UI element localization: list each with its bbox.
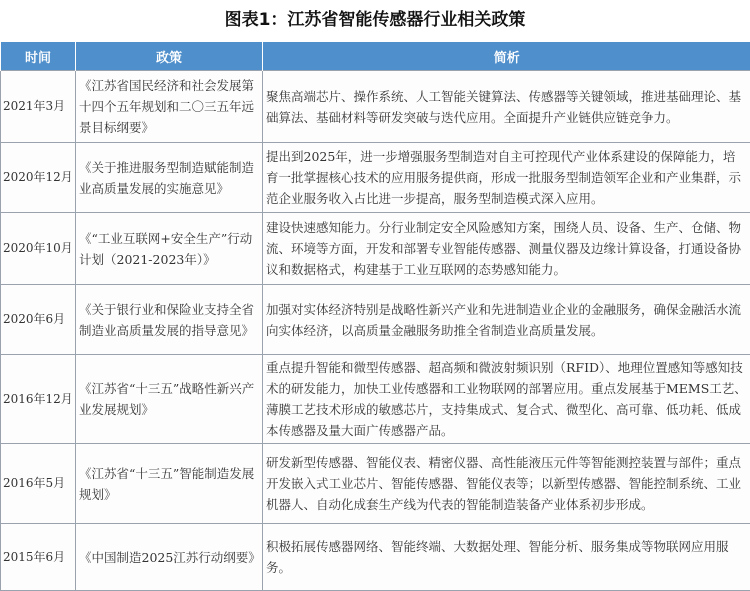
summary-cell: 提出到2025年，进一步增强服务型制造对自主可控现代产业体系建设的保障能力，培育一批掌握核心技术的应用服务提供商，形成一批服务型制造领军企业和产业集群，示范企业服务收入占比进一步提高，服务型制造模式深入应用。 xyxy=(263,143,750,213)
policy-cell: 《“工业互联网+安全生产”行动计划（2021-2023年）》 xyxy=(76,213,263,285)
summary-cell: 建设快速感知能力。分行业制定安全风险感知方案，围绕人员、设备、生产、仓储、物流、环境等方面，开发和部署专业智能传感器、测量仪器及边缘计算设备，打通设备协议和数据格式，构建基于工业互联网的态势感知能力。 xyxy=(263,213,750,285)
summary-cell: 加强对实体经济特别是战略性新兴产业和先进制造业企业的金融服务，确保金融活水流向实体经济，以高质量金融服务助推全省制造业高质量发展。 xyxy=(263,285,750,355)
time-cell: 2016年12月 xyxy=(1,355,76,444)
policy-cell: 《江苏省“十三五”智能制造发展规划》 xyxy=(76,444,263,524)
summary-cell: 研发新型传感器、智能仪表、精密仪器、高性能液压元件等智能测控装置与部件；重点开发嵌入式工业芯片、智能传感器、智能仪表等；以新型传感器、智能控制系统、工业机器人、自动化成套生产线为代表的智能制造装备产业体系初步形成。 xyxy=(263,444,750,524)
summary-cell: 聚焦高端芯片、操作系统、人工智能关键算法、传感器等关键领域，推进基础理论、基础算法、基础材料等研发突破与迭代应用。全面提升产业链供应链竞争力。 xyxy=(263,71,750,143)
table-title: 图表1：江苏省智能传感器行业相关政策 xyxy=(0,0,750,42)
header-summary: 简析 xyxy=(263,42,750,71)
policy-cell: 《关于银行业和保险业支持全省制造业高质量发展的指导意见》 xyxy=(76,285,263,355)
table-row xyxy=(1,285,750,355)
policy-cell: 《关于推进服务型制造赋能制造业高质量发展的实施意见》 xyxy=(76,143,263,213)
summary-cell: 重点提升智能和微型传感器、超高频和微波射频识别（RFID）、地理位置感知等感知技术的研发能力，加快工业传感器和工业物联网的部署应用。重点发展基于MEMS工艺、薄膜工艺技术形成的敏感芯片，支持集成式、复合式、微型化、高可靠、低功耗、低成本传感器及量大面广传感器产品。 xyxy=(263,355,750,444)
policy-table xyxy=(0,42,750,591)
time-cell: 2020年10月 xyxy=(1,213,76,285)
policy-cell: 《江苏省“十三五”战略性新兴产业发展规划》 xyxy=(76,355,263,444)
time-cell: 2020年12月 xyxy=(1,143,76,213)
table-row xyxy=(1,444,750,524)
time-cell: 2016年5月 xyxy=(1,444,76,524)
policy-cell: 《中国制造2025江苏行动纲要》 xyxy=(76,524,263,591)
table-row xyxy=(1,213,750,285)
summary-cell: 积极拓展传感器网络、智能终端、大数据处理、智能分析、服务集成等物联网应用服务。 xyxy=(263,524,750,591)
time-cell: 2020年6月 xyxy=(1,285,76,355)
policy-cell: 《江苏省国民经济和社会发展第十四个五年规划和二〇三五年远景目标纲要》 xyxy=(76,71,263,143)
header-policy: 政策 xyxy=(76,42,263,71)
header-time: 时间 xyxy=(1,42,76,71)
table-row xyxy=(1,143,750,213)
table-row xyxy=(1,524,750,591)
table-header-row xyxy=(1,42,750,71)
time-cell: 2021年3月 xyxy=(1,71,76,143)
table-row xyxy=(1,71,750,143)
time-cell: 2015年6月 xyxy=(1,524,76,591)
table-row xyxy=(1,355,750,444)
